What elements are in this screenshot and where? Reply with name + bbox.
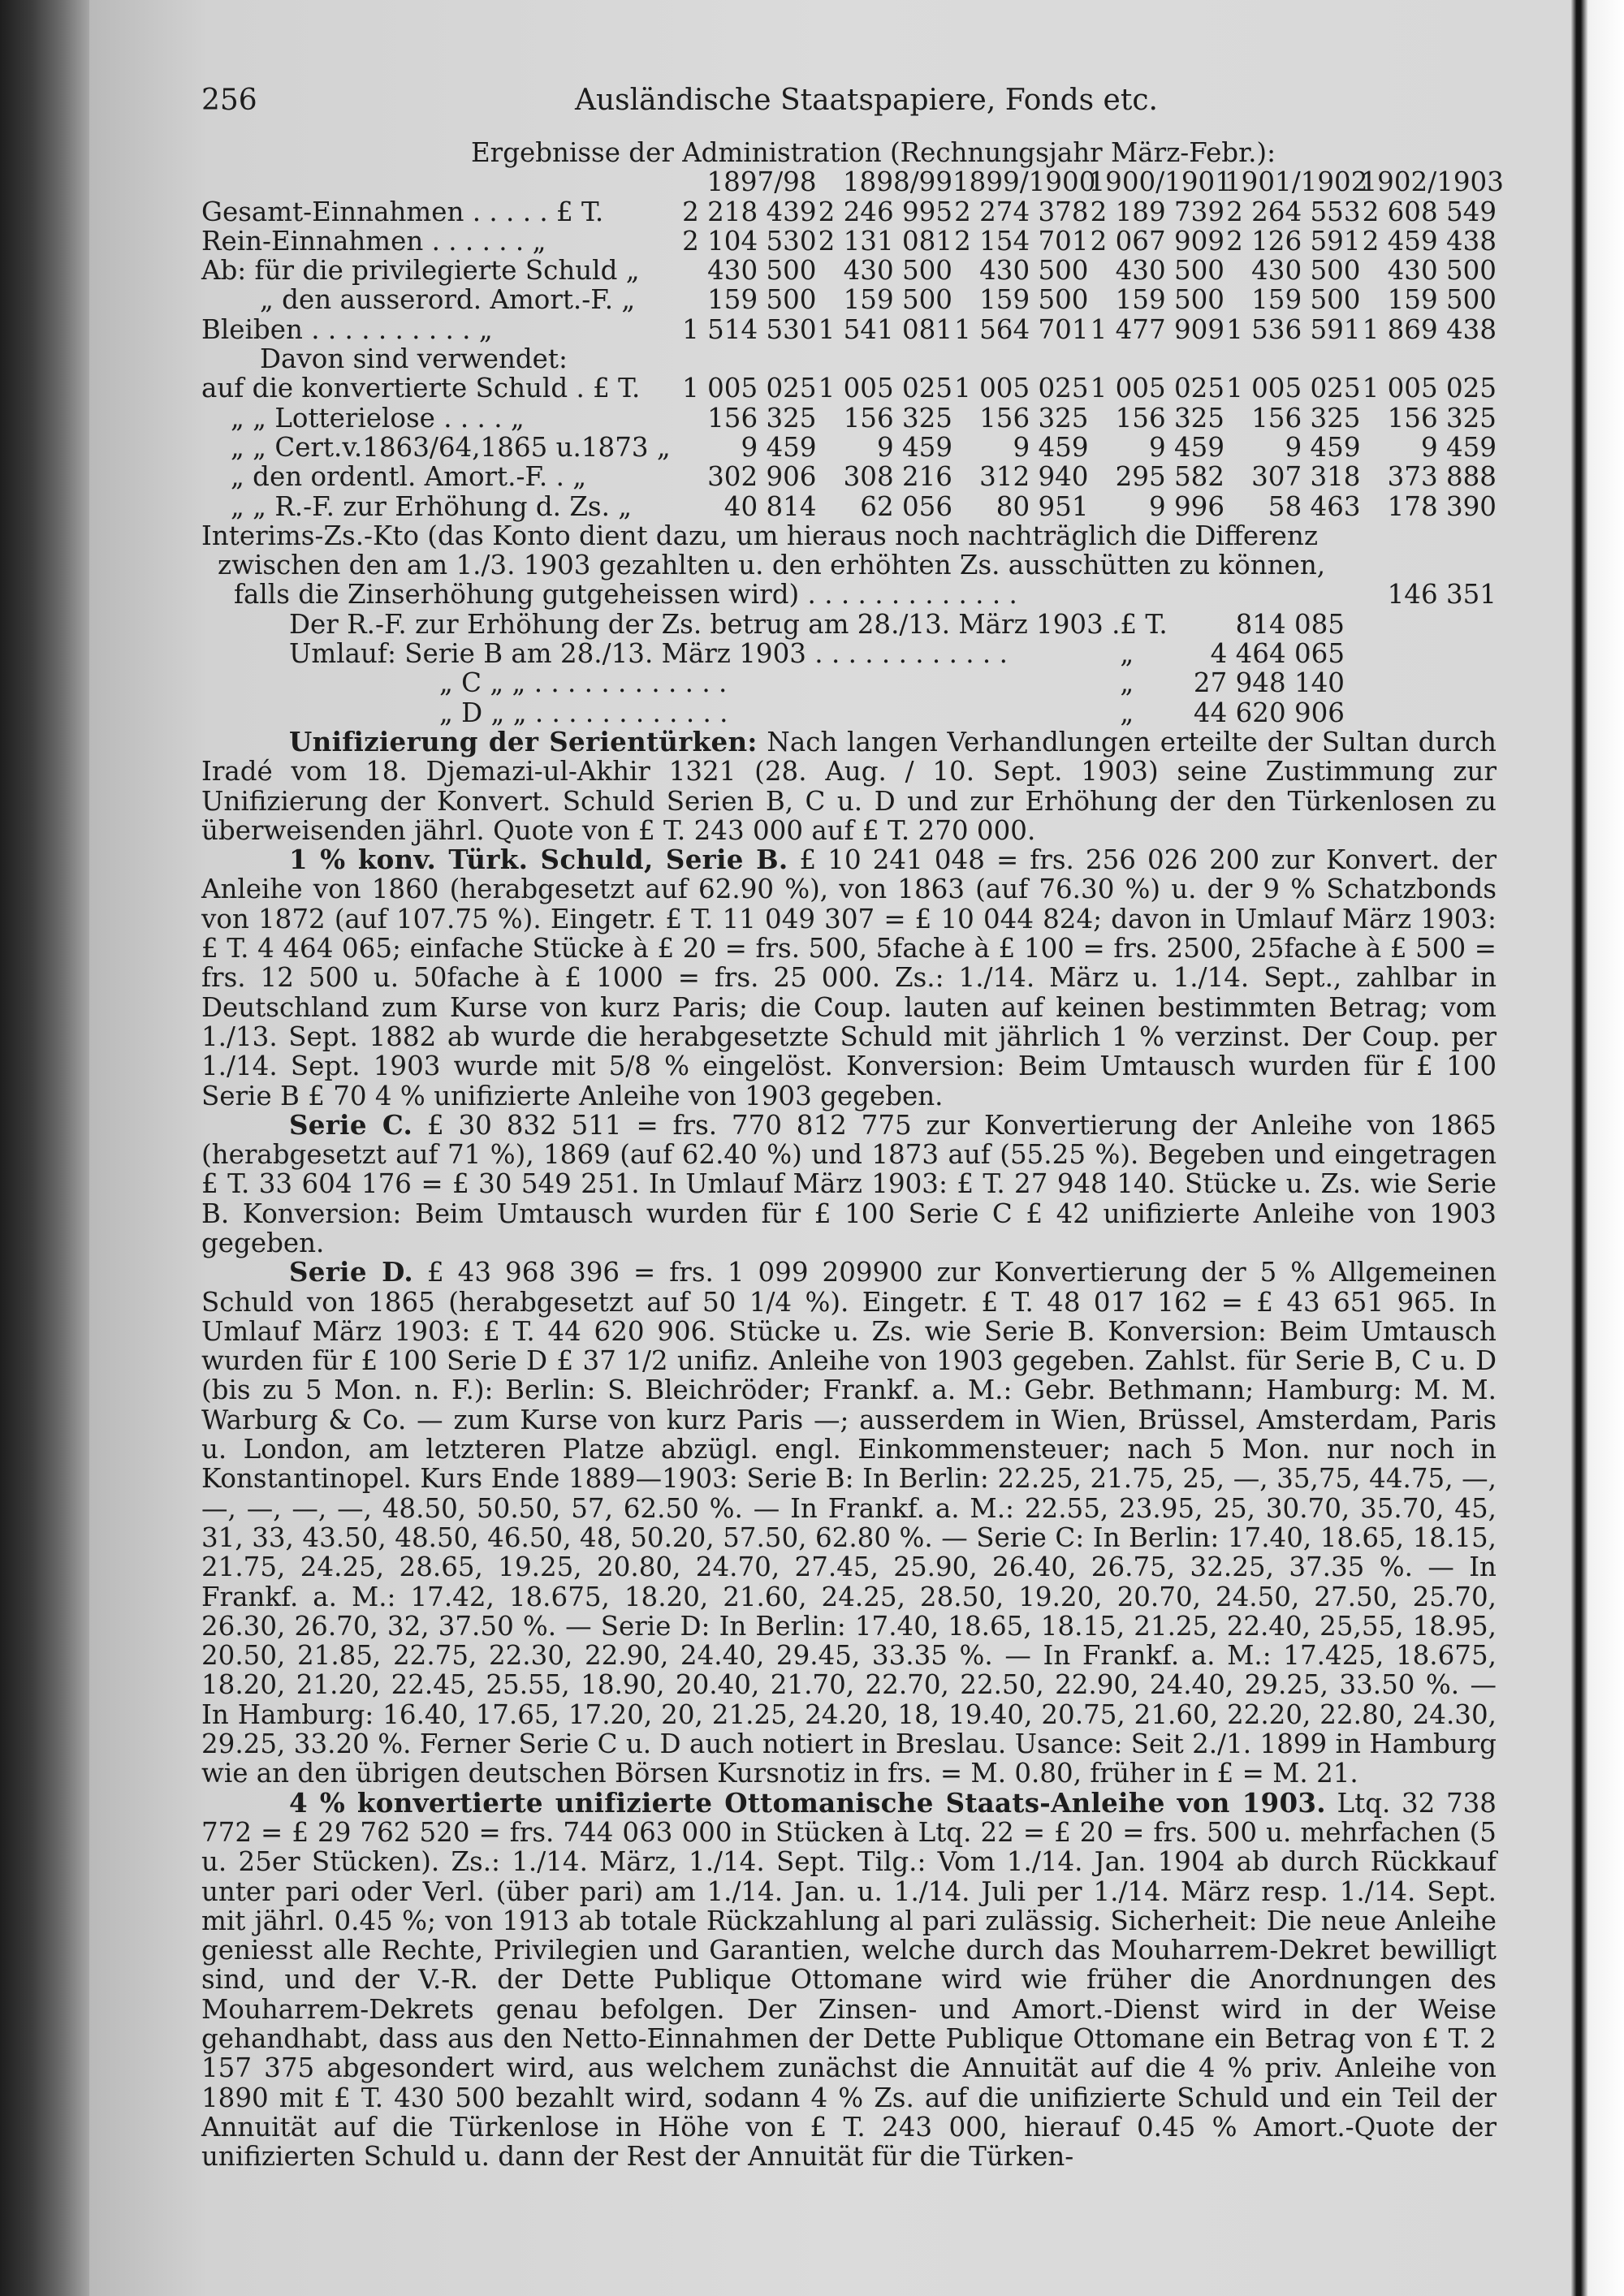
value-cell: 1 564 701 <box>954 313 1089 345</box>
value-cell: 2 459 438 <box>1362 225 1497 257</box>
value-cell: 178 390 <box>1387 490 1497 522</box>
year-header-row <box>201 167 1497 196</box>
interims-line: zwischen den am 1./3. 1903 gezahlten u. den erhöhten Zs. ausschütten zu können, <box>218 550 1326 581</box>
row-label: „ „ Cert.v.1863/64,1865 u.1873 „ <box>231 431 671 463</box>
value-cell: 9 459 <box>1420 431 1497 463</box>
row-label: „ „ R.-F. zur Erhöhung d. Zs. „ <box>231 490 633 522</box>
value-cell: 430 500 <box>1387 255 1497 287</box>
value-cell: 1 477 909 <box>1090 313 1224 345</box>
value-cell: 159 500 <box>1387 284 1497 316</box>
table-row <box>201 492 1497 521</box>
value-cell: 58 463 <box>1268 490 1361 522</box>
value-cell: 307 318 <box>1251 461 1361 493</box>
umlauf-unit: „ <box>1120 638 1134 670</box>
value-cell: 80 951 <box>996 490 1089 522</box>
rf-note-amount: 814 085 <box>1235 608 1345 640</box>
davon-heading: Davon sind verwendet: <box>260 343 568 375</box>
value-cell: 9 459 <box>876 431 952 463</box>
paragraph-ottomanische-anleihe <box>201 1786 1497 2173</box>
value-cell: 156 325 <box>979 402 1089 434</box>
value-cell: 159 500 <box>979 284 1089 316</box>
value-cell: 295 582 <box>1115 461 1224 493</box>
paragraph-serie-d <box>201 1258 1497 1788</box>
value-cell: 156 325 <box>1251 402 1361 434</box>
value-cell: 430 500 <box>707 255 817 287</box>
value-cell: 1 536 591 <box>1226 313 1361 345</box>
table-row <box>201 462 1497 491</box>
scan-right-edge <box>1571 0 1624 2296</box>
value-cell: 430 500 <box>1115 255 1224 287</box>
interims-note <box>201 521 1497 610</box>
value-cell: 2 067 909 <box>1090 225 1224 257</box>
year-cell: 1897/98 <box>706 166 817 198</box>
table-row <box>201 404 1497 433</box>
value-cell: 2 218 439 <box>682 196 817 227</box>
value-cell: 1 514 530 <box>682 313 817 345</box>
value-cell: 1 005 025 <box>954 373 1089 404</box>
year-cell: 1898/99 <box>842 166 952 198</box>
paragraph-title: Serie D. <box>289 1256 414 1288</box>
value-cell: 2 264 553 <box>1226 196 1361 227</box>
value-cell: 302 906 <box>707 461 817 493</box>
paragraph-serie-c <box>201 1108 1497 1258</box>
paragraph-body: Nach langen Verhandlungen erteilte der Sultan durch Iradé vom 18. Djemazi-ul-Akhir 1321 (28. Aug. / 10. Sept. 1903) seine Zustimmung zur Unifizierung der Konvert. Schuld Serien B, C u. D und zur Erhöhung der den Türkenlosen zu überweisenden jährl. Quote von £ T. 243 000 auf £ T. 270 000. <box>201 726 1497 846</box>
value-cell: 1 869 438 <box>1362 313 1497 345</box>
umlauf-amount: 44 620 906 <box>1193 697 1345 728</box>
rf-note <box>289 610 1345 639</box>
paragraph-body: £ 43 968 396 = frs. 1 099 209900 zur Konvertierung der 5 % Allgemeinen Schuld von 1865 (herabgesetzt auf 50 1/4 %). Eingetr. £ T. 48 017 162 = £ 43 651 965. In Umlauf März 1903: £ T. 44 620 906. Stücke u. Zs. wie Serie B. Konversion: Beim Umtausch wurden für £ 100 Serie D £ 37 1/2 unifiz. Anleihe von 1903 gegeben. Zahlst. für Serie B, C u. D (bis zu 5 Mon. n. F.): Berlin: S. Bleichröder; Frankf. a. M.: Gebr. Bethmann; Hamburg: M. M. Warburg & Co. — zum Kurse von kurz Paris —; ausserdem in Wien, Brüssel, Amsterdam, Paris u. London, am letzteren Platze abzügl. engl. Einkommensteuer; nach 5 Mon. nur noch in Konstantinopel. Kurs Ende 1889—1903: Serie B: In Berlin: 22.25, 21.75, 25, —, 35,75, 44.75, —, —, —, —, —, 48.50, 50.50, 57, 62.50 %. — In Frankf. a. M.: 22.55, 23.95, 25, 30.70, 35.70, 45, 31, 33, 43.50, 48.50, 46.50, 48, 50.20, 57.50, 62.80 %. — Serie C: In Berlin: 17.40, 18.65, 18.15, 21.75, 24.25, 28.65, 19.25, 20.80, 24.70, 27.45, 25.90, 26.40, 26.75, 32.25, 37.35 %. — In Frankf. a. M.: 17.42, 18.675, 18.20, 21.60, 24.25, 28.50, 19.20, 20.70, 24.50, 27.50, 25.70, 26.30, 26.70, 32, 37.50 %. — Serie D: In Berlin: 17.40, 18.65, 18.15, 21.25, 22.40, 25,55, 18.95, 20.50, 21.85, 22.75, 22.30, 22.90, 24.40, 29.45, 33.35 %. — In Frankf. a. M.: 17.425, 18.675, 18.20, 21.20, 22.45, 25.55, 18.90, 20.40, 21.70, 22.70, 22.50, 22.90, 24.40, 29.25, 33.50 %. — In Hamburg: 16.40, 17.65, 17.20, 20, 21.25, 24.20, 18, 19.40, 20.75, 21.60, 22.20, 22.80, 24.30, 29.25, 33.20 %. Ferner Serie C u. D auch notiert in Breslau. Usance: Seit 2./1. 1899 in Hamburg wie an den übrigen deutschen Börsen Kursnotiz in frs. = M. 0.80, früher in £ = M. 21. <box>201 1257 1497 1789</box>
page-number: 256 <box>201 84 257 117</box>
table-row <box>201 256 1497 285</box>
value-cell: 2 246 995 <box>818 196 952 227</box>
value-cell: 2 104 530 <box>682 225 817 257</box>
table-row <box>201 433 1497 462</box>
value-cell: 2 126 591 <box>1226 225 1361 257</box>
paragraph-serie-b <box>201 845 1497 1111</box>
year-cell: 1900/1901 <box>1088 166 1232 198</box>
value-cell: 159 500 <box>1115 284 1224 316</box>
paragraph-title: 4 % konvertierte unifizierte Ottomanische Staats-Anleihe von 1903. <box>289 1786 1326 1819</box>
paragraph-title: Unifizierung der Serientürken: <box>289 725 758 757</box>
value-cell: 2 189 739 <box>1090 196 1224 227</box>
value-cell: 9 996 <box>1148 490 1224 522</box>
umlauf-label: „ C „ „ . . . . . . . . . . . . <box>439 667 728 699</box>
interims-text: falls die Zinserhöhung gutgeheissen wird) . . . . . . . . . . . . . <box>234 579 1017 611</box>
umlauf-row <box>289 698 1345 727</box>
value-cell: 1 005 025 <box>682 373 817 404</box>
year-cell: 1899/1900 <box>952 166 1096 198</box>
value-cell: 156 325 <box>1115 402 1224 434</box>
row-label: Ab: für die privilegierte Schuld „ <box>201 255 640 287</box>
table-row <box>201 227 1497 256</box>
value-cell: 312 940 <box>979 461 1089 493</box>
value-cell: 156 325 <box>843 402 952 434</box>
paragraph-title: 1 % konv. Türk. Schuld, Serie B. <box>289 844 788 876</box>
paragraph-body: Ltq. 32 738 772 = £ 29 762 520 = frs. 744 063 000 in Stücken à Ltq. 22 = £ 20 = frs. 500 u. mehrfachen (5 u. 25er Stücken). Zs.: 1./14. März, 1./14. Sept. Tilg.: Vom 1./14. Jan. 1904 ab durch Rückkauf unter pari oder Verl. (über pari) am 1./14. Jan. u. 1./14. Juli per 1./14. März resp. 1./14. Sept. mit jährl. 0.45 %; von 1913 ab totale Rückzahlung al pari zulässig. Sicherheit: Die neue Anleihe geniesst alle Rechte, Privilegien und Garantien, welche durch das Mouharrem-Dekret bewilligt sind, und der V.-R. der Dette Publique Ottomane wird wie früher die Anordnungen des Mouharrem-Dekrets genau befolgen. Der Zinsen- und Amort.-Dienst wird in der Weise gehandhabt, dass aus den Netto-Einnahmen der Dette Publique Ottomane ein Betrag von £ T. 2 157 375 abgesondert wird, aus welchem zunächst die Annuität auf die 4 % priv. Anleihe von 1890 mit £ T. 430 500 bezahlt wird, sodann 4 % Zs. auf die unifizierte Schuld und ein Teil der Annuität auf die Türkenlose in Höhe von £ T. 243 000, hierauf 0.45 % Amort.-Quote der unifizierten Schuld u. dann der Rest der Annuität für die Türken- <box>201 1787 1497 2173</box>
value-cell: 2 131 081 <box>818 225 952 257</box>
value-cell: 2 274 378 <box>954 196 1089 227</box>
table-row <box>201 315 1497 344</box>
interims-amount: 146 351 <box>1387 579 1497 611</box>
paragraph-title: Serie C. <box>289 1108 413 1141</box>
row-label: auf die konvertierte Schuld . £ T. <box>201 373 641 404</box>
umlauf-label: „ D „ „ . . . . . . . . . . . . <box>439 697 728 728</box>
page-text <box>201 80 1504 2173</box>
results-table <box>201 166 1504 522</box>
year-cell: 1902/1903 <box>1360 166 1504 198</box>
scan-left-edge <box>0 0 89 2296</box>
value-cell: 430 500 <box>1251 255 1361 287</box>
value-cell: 9 459 <box>1013 431 1089 463</box>
value-cell: 40 814 <box>723 490 817 522</box>
umlauf-unit: „ <box>1120 667 1134 699</box>
running-head <box>201 80 1497 138</box>
value-cell: 1 005 025 <box>818 373 952 404</box>
value-cell: 2 608 549 <box>1362 196 1497 227</box>
value-cell: 308 216 <box>843 461 952 493</box>
row-label: Rein-Einnahmen . . . . . . „ <box>201 225 546 257</box>
year-cell: 1901/1902 <box>1224 166 1368 198</box>
rf-umlauf-table <box>289 610 1345 727</box>
value-cell: 159 500 <box>843 284 952 316</box>
value-cell: 1 541 081 <box>818 313 952 345</box>
umlauf-amount: 27 948 140 <box>1193 667 1345 699</box>
value-cell: 430 500 <box>843 255 952 287</box>
umlauf-label: Umlauf: Serie B am 28./13. März 1903 . . . . . . . . . . . . <box>289 638 1008 670</box>
value-cell: 62 056 <box>860 490 952 522</box>
paragraph-body: £ 30 832 511 = frs. 770 812 775 zur Konvertierung der Anleihe von 1865 (herabgesetzt auf 71 %), 1869 (auf 62.40 %) und 1873 auf (55.25 %). Begeben und eingetragen £ T. 33 604 176 = £ 30 549 251. In Umlauf März 1903: £ T. 27 948 140. Stücke u. Zs. wie Serie B. Konversion: Beim Umtausch wurden für £ 100 Serie C £ 42 unifizierte Anleihe von 1903 gegeben. <box>201 1109 1497 1258</box>
value-cell: 2 154 701 <box>954 225 1089 257</box>
row-label: „ den ordentl. Amort.-F. . „ <box>231 461 587 493</box>
results-heading: Ergebnisse der Administration (Rechnungsjahr März-Febr.): <box>470 137 1276 168</box>
value-cell: 9 459 <box>1285 431 1361 463</box>
umlauf-unit: „ <box>1120 697 1134 728</box>
table-row <box>201 373 1497 403</box>
value-cell: 9 459 <box>741 431 817 463</box>
value-cell: 1 005 025 <box>1090 373 1224 404</box>
table-row <box>201 197 1497 227</box>
row-label: „ den ausserord. Amort.-F. „ <box>260 284 636 316</box>
value-cell: 1 005 025 <box>1226 373 1361 404</box>
row-label: „ „ Lotterielose . . . . „ <box>231 402 525 434</box>
umlauf-amount: 4 464 065 <box>1210 638 1345 670</box>
paragraph-body: £ 10 241 048 = frs. 256 026 200 zur Konvert. der Anleihe von 1860 (herabgesetzt auf 62.90 %), von 1863 (auf 76.30 %) u. der 9 % Schatzbonds von 1872 (auf 107.75 %). Eingetr. £ T. 11 049 307 = £ 10 044 824; davon in Umlauf März 1903: £ T. 4 464 065; einfache Stücke à £ 20 = frs. 500, 5fache à £ 100 = frs. 2500, 25fache à £ 500 = frs. 12 500 u. 50fache à £ 1000 = frs. 25 000. Zs.: 1./14. März u. 1./14. Sept., zahlbar in Deutschland zum Kurse von kurz Paris; die Coup. lauten auf keinen bestimmten Betrag; vom 1./13. Sept. 1882 ab wurde die herabgesetzte Schuld mit jährlich 1 % verzinst. Der Coup. per 1./14. Sept. 1903 wurde mit 5/8 % eingelöst. Konversion: Beim Umtausch wurden für £ 100 Serie B £ 70 4 % unifizierte Anleihe von 1903 gegeben. <box>201 844 1497 1111</box>
value-cell: 159 500 <box>1251 284 1361 316</box>
row-label: Bleiben . . . . . . . . . . „ <box>201 313 493 345</box>
paragraph-unifizierung <box>201 727 1497 845</box>
umlauf-row <box>289 639 1345 668</box>
running-title: Ausländische Staatspapiere, Fonds etc. <box>575 84 1158 117</box>
interims-line <box>201 580 1497 609</box>
value-cell: 156 325 <box>707 402 817 434</box>
table-row <box>201 344 1497 373</box>
umlauf-row <box>289 668 1345 697</box>
value-cell: 159 500 <box>707 284 817 316</box>
interims-line: Interims-Zs.-Kto (das Konto dient dazu, um hieraus noch nachträglich die Differenz <box>201 520 1318 551</box>
value-cell: 1 005 025 <box>1362 373 1497 404</box>
value-cell: 430 500 <box>979 255 1089 287</box>
row-label: Gesamt-Einnahmen . . . . . £ T. <box>201 196 604 227</box>
rf-note-unit: £ T. <box>1120 608 1168 640</box>
value-cell: 373 888 <box>1387 461 1497 493</box>
value-cell: 156 325 <box>1387 402 1497 434</box>
table-row <box>201 285 1497 314</box>
value-cell: 9 459 <box>1148 431 1224 463</box>
rf-note-text: Der R.-F. zur Erhöhung der Zs. betrug am 28./13. März 1903 . <box>289 608 1121 640</box>
